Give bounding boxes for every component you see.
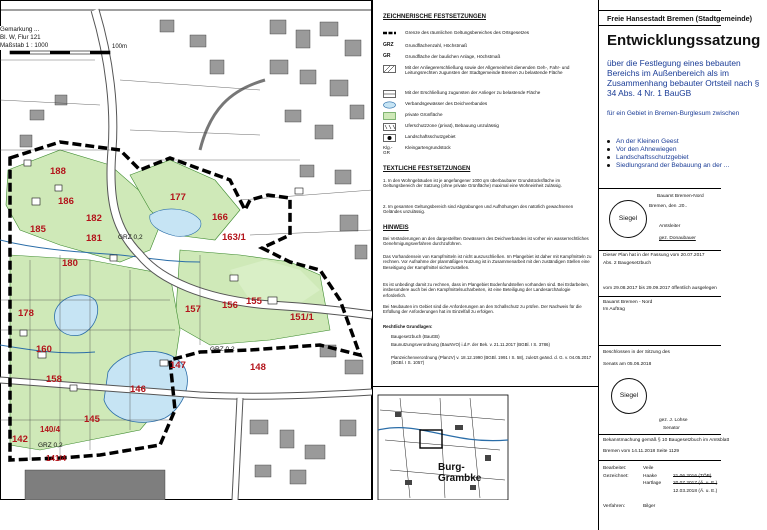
- legend-symbol: GR: [383, 53, 391, 59]
- title-rule: [599, 10, 721, 11]
- title-rule: [599, 345, 721, 346]
- legend-text: Verbandsgewässer des Deichverbandes: [405, 101, 488, 106]
- seal: Siegel: [611, 378, 647, 414]
- editor-role: Gezeichnet:: [603, 474, 629, 479]
- title-block: [598, 0, 761, 530]
- title-rule: [599, 434, 721, 435]
- publication-line: Bremen vom 14.11.2018 Seite 1129: [603, 449, 680, 454]
- lot-number: 178: [18, 308, 34, 319]
- signer-line: gez. J. Lohse: [659, 418, 688, 423]
- legal-heading: Rechtliche Grundlagen:: [383, 324, 433, 329]
- street-name: Vor den Ahnewiegen: [616, 146, 677, 153]
- legend-text: Mit der Erschließung zugunsten der Anlieger zu belastende Fläche: [405, 90, 541, 95]
- office-line: Im Auftrag: [603, 307, 625, 312]
- text-item: 1. In den Wohngebäuden ist je angefangener 1000 qm überbaubarer Grundstücksfläche im Geltungsbereich der Satzung (ohne private Grünfläche) maximal eine Wohneinheit zulässig.: [383, 178, 562, 189]
- lot-number: 188: [50, 166, 66, 177]
- scale-label: 100m: [112, 44, 128, 50]
- hinweis-item: Das Vorhandensein von Kampfmitteln ist nicht auszuschließen. Im Plangebiet ist daher mit Kampfmitteln zu rechnen. Vor Aufnahme der planmäßigen Nutzung ist in Zusammenarbeit mit den zuständigen Stellen eine Beseitigung der Kampfmittel sicherzustellen.: [383, 254, 592, 270]
- overview-place-label: Burg-Grambke: [438, 462, 482, 484]
- authority-line: gez. Donaubauer: [659, 236, 696, 241]
- editor-name: Veile: [643, 466, 654, 471]
- street-name: An der Kleinen Geest: [616, 138, 679, 145]
- green-symbol: [383, 112, 396, 118]
- legend-text: Landschaftsschutzgebiet: [405, 134, 456, 139]
- access-symbol: [383, 90, 396, 96]
- authority-line: Bauamt Bremen-Nord: [657, 194, 704, 199]
- text-item: 2. Im gesamten Geltungsbereich sind Abgrabungen und Aufhöhungen des natürlich gewachsenen Geländes unzulässig.: [383, 204, 574, 215]
- authority-line: Amtsleiter: [659, 224, 681, 229]
- editor-role: Verfahren:: [603, 504, 626, 509]
- text-festsetzungen-heading: TEXTLICHE FESTSETZUNGEN: [383, 166, 471, 172]
- street-list: [607, 138, 767, 170]
- street-item: [607, 154, 767, 162]
- map-info-line: Maßstab 1 : 1000: [0, 42, 49, 49]
- senate-line: Beschlossen in der Sitzung des: [603, 350, 670, 355]
- title-rule: [599, 296, 721, 297]
- lot-number: 181: [86, 233, 102, 244]
- hinweis-heading: HINWEIS: [383, 225, 409, 231]
- lot-number: 148: [250, 362, 266, 373]
- map-info: [0, 26, 70, 50]
- lot-number: 166: [212, 212, 228, 223]
- title-rule: [599, 188, 721, 189]
- easement-symbol: [383, 65, 396, 71]
- editor-name: Hartlage: [643, 481, 662, 486]
- map-info-line: Gemarkung ...: [0, 26, 40, 33]
- street-item: [607, 162, 767, 170]
- street-name: Landschaftsschutzgebiet: [616, 154, 689, 161]
- bullet-icon: [607, 164, 610, 167]
- plan-area: für ein Gebiet in Bremen-Burglesum zwischen: [607, 110, 740, 117]
- bullet-icon: [607, 140, 610, 143]
- title-rule: [599, 250, 721, 251]
- lot-number: 142: [12, 434, 28, 445]
- map-info-line: Bl. W, Flur 121: [0, 34, 41, 41]
- lot-number: 141/4: [46, 454, 67, 463]
- legend-symbol: GRZ: [383, 42, 394, 48]
- boundary-symbol: [383, 30, 396, 36]
- hinweis-item: Bei Neubauten im Gebiet sind die Anforderungen an den Schallschutz zu prüfen. Der Nachweis für die Erfüllung der Anforderungen hat im Einzelfall zu erfolgen.: [383, 304, 582, 315]
- grz-label: GRZ 0,2: [38, 442, 63, 449]
- editor-role: Bearbeitet:: [603, 466, 627, 471]
- lot-number: 163/1: [222, 232, 246, 243]
- plan-note: Dieser Plan hat in der Fassung vom 20.07.2017: [603, 253, 705, 258]
- hinweis-item: Es ist unbedingt damit zu rechnen, dass im Plangebiet Bodenfundstellen vorhanden sind. Bei Erdarbeiten, insbesondere auch bei den Kampfmittelsucharbeiten, ist eine Beteiligung der Landesarchäologie erforderlich.: [383, 282, 590, 298]
- grz-label: GRZ 0,2: [118, 234, 143, 241]
- lot-number: 177: [170, 192, 186, 203]
- seal: Siegel: [609, 200, 647, 238]
- editor-name: Bilger: [643, 504, 656, 509]
- legend-symbol: Klg.-GR: [383, 145, 393, 156]
- title-rule: [599, 25, 721, 26]
- bullet-icon: [607, 148, 610, 151]
- plan-title: Entwicklungssatzung: [607, 32, 761, 49]
- shore-zone-symbol: [383, 123, 396, 129]
- publication-line: Bekanntmachung gemäß § 10 Baugesetzbuch im Amtsblatt: [603, 438, 730, 443]
- editor-date: 12.03.2018 (Ä. u. E.): [673, 489, 718, 494]
- lot-number: 151/1: [290, 312, 314, 323]
- lot-number: 182: [86, 213, 102, 224]
- senate-line: Senats am 05.06.2018: [603, 362, 652, 367]
- editor-date: 21.06.2016 (TÖB): [673, 474, 712, 479]
- hinweis-item: Bei Veränderungen an den dargestellten Gewässern des Deichverbandes ist vorher ein wasserrechtliches Genehmigungsverfahren durchzuführen.: [383, 236, 589, 247]
- street-item: [607, 146, 767, 154]
- legal-item: Baunutzungsverordnung (BauNVO) i.d.F. der Bek. v. 21.11.2017 (BGBl. I S. 3786): [391, 342, 550, 347]
- lot-number: 140/4: [40, 425, 61, 434]
- plan-note: vom 29.08.2017 bis 29.09.2017 öffentlich ausgelegen: [603, 286, 717, 291]
- water-symbol: [383, 101, 396, 107]
- lot-number: 146: [130, 384, 146, 395]
- city-name: Freie Hansestadt Bremen (Stadtgemeinde): [607, 14, 752, 23]
- protected-area-symbol: [383, 134, 396, 140]
- lot-number: 158: [46, 374, 62, 385]
- title-rule: [599, 460, 721, 461]
- authority-line: Bremen, den .20..: [649, 204, 688, 209]
- lot-number: 145: [84, 414, 100, 425]
- legend-text: Uferschutzzone (privat), Bebauung unzulässig: [405, 123, 499, 128]
- lot-number: 147: [170, 360, 186, 371]
- scale-bar: [10, 51, 110, 54]
- legend-heading: ZEICHNERISCHE FESTSETZUNGEN: [383, 14, 487, 20]
- legend-panel: [372, 0, 599, 500]
- office-line: Bauamt Bremen - Nord: [603, 300, 653, 305]
- legend-text: private Grünfläche: [405, 112, 443, 117]
- street-item: [607, 138, 767, 146]
- bullet-icon: [607, 156, 610, 159]
- lot-number: 180: [62, 258, 78, 269]
- legal-item: Baugesetzbuch (BauGB): [391, 334, 440, 339]
- street-name: Siedlungsrand der Bebauung an der ...: [616, 162, 730, 169]
- legal-item: Planzeichenverordnung (PlanzV) v. 18.12.1990 (BGBl. 1991 I S. 58), zuletzt geänd. d. G. v. 04.05.2017 (BGBl. I S. 1057): [391, 355, 592, 366]
- legend-text: Grundfläche der baulichen Anlage, Höchstmaß: [405, 54, 501, 59]
- legend-text: Grenze des räumlichen Geltungsbereiches des Ortsgesetzes: [405, 30, 530, 35]
- bottom-margin: [0, 500, 598, 530]
- editor-date: 20.07.2017 (Ä. u. E.): [673, 481, 718, 486]
- plan-subtitle: über die Festlegung eines bebauten Bereichs im Außenbereich als im Zusammenhang bebauter Ortsteil nach § 34 Abs. 4 Nr. 1 BauGB: [607, 58, 760, 98]
- legend-text: Mit der Anliegererschließung sowie der Allgemeinheit dienenden Geh-, Fahr- und Leitungsrechten zugunsten der Stadtgemeinde Bremen zu belastende Fläche: [405, 65, 570, 76]
- lot-number: 155: [246, 296, 262, 307]
- legend-text: Grundflächenzahl, Höchstmaß: [405, 43, 468, 48]
- lot-number: 157: [185, 304, 201, 315]
- plan-note: Abs. 2 Baugesetzbuch: [603, 261, 652, 266]
- grz-label: GRZ 0,2: [210, 346, 235, 353]
- legend-text: Kleingartengrundstück: [405, 145, 451, 150]
- signer-line: Senator: [663, 426, 680, 431]
- editor-name: Haake: [643, 474, 657, 479]
- lot-number: 160: [36, 344, 52, 355]
- lot-number: 185: [30, 224, 46, 235]
- lot-number: 156: [222, 300, 238, 311]
- legend-divider: [373, 386, 599, 387]
- lot-number: 186: [58, 196, 74, 207]
